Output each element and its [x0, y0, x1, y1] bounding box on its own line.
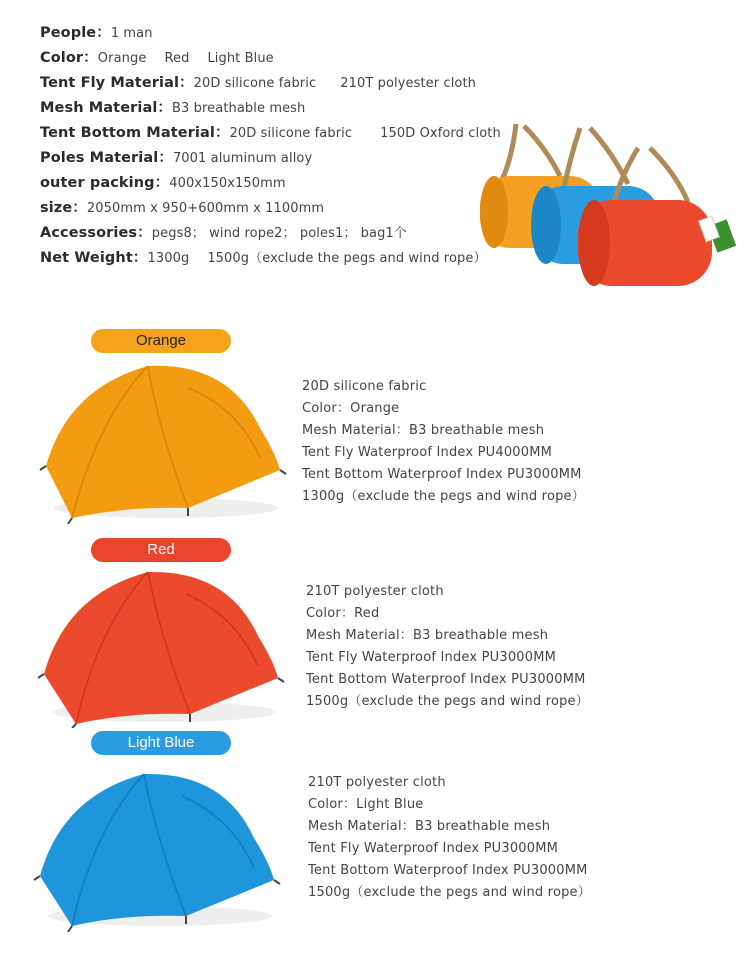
spec-mesh-material: Mesh Material：B3 breathable mesh	[40, 100, 306, 116]
variant-label-light-blue: Light Blue	[91, 731, 231, 755]
light-blue-tent-image	[32, 766, 282, 932]
spec-bottom-material: Tent Bottom Material：20D silicone fabric 150D Oxford cloth	[40, 125, 501, 141]
spec-net-weight: Net Weight：1300g 1500g（exclude the pegs and wind rope）	[40, 250, 487, 266]
orange-tent-image	[38, 358, 288, 524]
variant-label-orange: Orange	[91, 329, 231, 353]
light-blue-description: 210T polyester cloth Color：Light Blue Mesh Material：B3 breathable mesh Tent Fly Waterproof Index PU3000MM Tent Bottom Waterproof Index PU3000MM 1500g（exclude the pegs and wind rope）	[308, 775, 591, 900]
spec-outer-packing: outer packing：400x150x150mm	[40, 175, 286, 191]
spec-size: size：2050mm x 950+600mm x 1100mm	[40, 200, 325, 216]
packed-bags-image	[472, 118, 748, 294]
spec-color: Color：Orange Red Light Blue	[40, 50, 274, 66]
spec-people: People：1 man	[40, 25, 153, 41]
red-tent-image	[36, 566, 286, 728]
variant-label-red: Red	[91, 538, 231, 562]
red-description: 210T polyester cloth Color：Red Mesh Material：B3 breathable mesh Tent Fly Waterproof Index PU3000MM Tent Bottom Waterproof Index PU3000MM 1500g（exclude the pegs and wind rope）	[306, 584, 589, 709]
spec-accessories: Accessories：pegs8； wind rope2； poles1； bag1个	[40, 225, 407, 241]
red-bag	[578, 148, 712, 286]
spec-poles-material: Poles Material：7001 aluminum alloy	[40, 150, 313, 166]
orange-description: 20D silicone fabric Color：Orange Mesh Material：B3 breathable mesh Tent Fly Waterproof Index PU4000MM Tent Bottom Waterproof Index PU3000MM 1300g（exclude the pegs and wind rope）	[302, 379, 585, 504]
spec-fly-material: Tent Fly Material：20D silicone fabric 210T polyester cloth	[40, 75, 476, 91]
